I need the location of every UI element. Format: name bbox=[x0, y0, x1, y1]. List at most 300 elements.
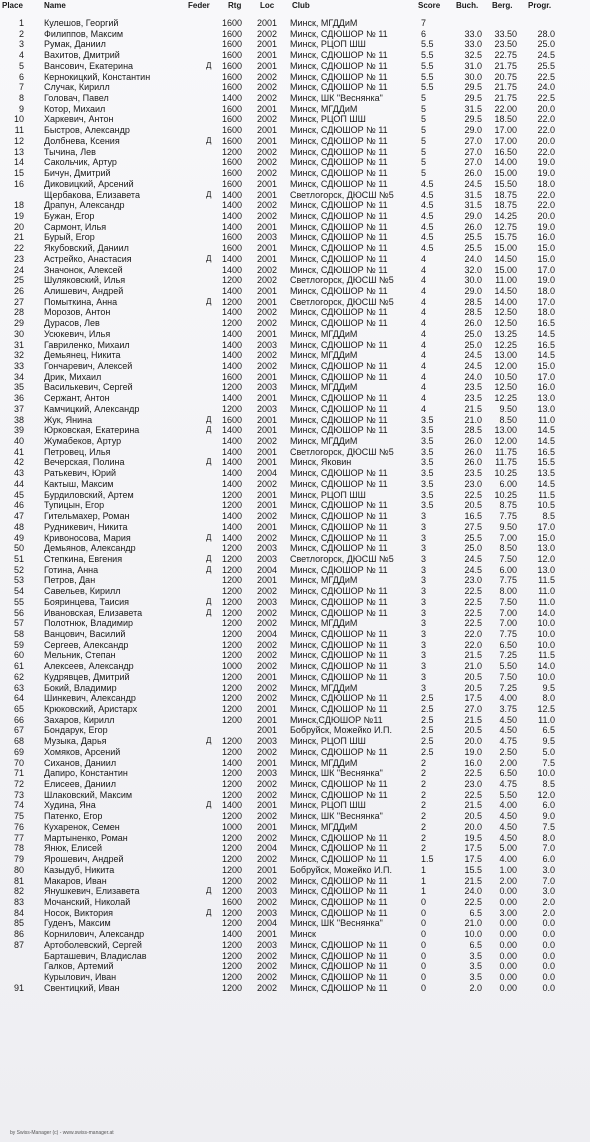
cell-name: Хомяков, Арсений bbox=[44, 746, 121, 757]
cell-berg: 4.00 bbox=[499, 693, 517, 704]
cell-rtg: 1200 bbox=[222, 575, 243, 586]
cell-club: Минск, СДЮШОР № 11 bbox=[290, 875, 388, 886]
cell-name: Савельев, Кирилл bbox=[44, 586, 121, 597]
cell-loc: 2001 bbox=[257, 285, 278, 296]
cell-club: Светлогорск, ДЮСШ №5 bbox=[290, 189, 394, 200]
cell-loc: 2001 bbox=[257, 103, 278, 114]
cell-name: Случак, Кирилл bbox=[44, 82, 110, 93]
cell-progr: 18.0 bbox=[537, 307, 555, 318]
cell-place: 68 bbox=[13, 736, 24, 747]
cell-berg: 14.00 bbox=[494, 296, 517, 307]
cell-loc: 2001 bbox=[257, 929, 278, 940]
cell-place: 39 bbox=[13, 425, 24, 436]
cell-name: Бокий, Владимир bbox=[44, 682, 117, 693]
table-row bbox=[0, 436, 590, 447]
cell-name: Помыткина, Анна bbox=[44, 296, 118, 307]
cell-buch: 25.0 bbox=[464, 328, 482, 339]
cell-name: Щербакова, Елизавета bbox=[44, 189, 140, 200]
cell-name: Полотнюк, Владимир bbox=[44, 618, 133, 629]
cell-score: 2.5 bbox=[421, 714, 434, 725]
cell-club: Минск, СДЮШОР № 11 bbox=[290, 746, 388, 757]
cell-berg: 20.75 bbox=[494, 71, 517, 82]
cell-berg: 6.50 bbox=[499, 639, 517, 650]
cell-name: Макаров, Иван bbox=[44, 875, 107, 886]
cell-place: 10 bbox=[13, 114, 24, 125]
cell-club: Минск, МГДДиМ bbox=[290, 575, 358, 586]
cell-rtg: 1200 bbox=[222, 704, 243, 714]
cell-berg: 33.50 bbox=[494, 28, 517, 39]
table-row bbox=[0, 972, 590, 983]
cell-place: 70 bbox=[13, 757, 24, 768]
cell-place: 66 bbox=[13, 714, 24, 725]
cell-place: 33 bbox=[13, 361, 24, 371]
cell-score: 2 bbox=[421, 800, 427, 811]
table-row bbox=[0, 908, 590, 919]
cell-rtg: 1400 bbox=[222, 221, 243, 232]
cell-rtg: 1400 bbox=[222, 361, 243, 371]
cell-berg: 0.00 bbox=[499, 939, 517, 950]
cell-rtg: 1400 bbox=[222, 532, 243, 543]
cell-loc: 2001 bbox=[257, 864, 278, 875]
cell-buch: 23.0 bbox=[464, 478, 482, 489]
cell-club: Минск, МГДДиМ bbox=[290, 103, 358, 114]
cell-place: 84 bbox=[13, 907, 24, 918]
cell-progr: 0.0 bbox=[542, 939, 555, 950]
table-row bbox=[0, 586, 590, 597]
cell-rtg: 1200 bbox=[222, 500, 243, 511]
cell-berg: 18.75 bbox=[494, 200, 517, 211]
cell-club: Минск, СДЮШОР № 11 bbox=[290, 468, 388, 479]
cell-club: Минск, СДЮШОР № 11 bbox=[290, 403, 388, 414]
cell-place: 45 bbox=[13, 489, 24, 500]
table-row bbox=[0, 683, 590, 694]
cell-place: 79 bbox=[13, 854, 24, 865]
cell-place: 44 bbox=[13, 478, 24, 489]
cell-club: Минск, МГДДиМ bbox=[290, 328, 358, 339]
cell-club: Минск, РЦОП ШШ bbox=[290, 800, 366, 811]
cell-buch: 23.0 bbox=[464, 575, 482, 586]
table-row bbox=[0, 672, 590, 683]
cell-rtg: 1400 bbox=[222, 210, 243, 221]
cell-berg: 10.25 bbox=[494, 489, 517, 500]
cell-name: Крюковский, Аристарх bbox=[44, 704, 138, 714]
cell-club: Минск, СДЮШОР № 11 bbox=[290, 210, 388, 221]
cell-name: Артоболевский, Сергей bbox=[44, 939, 142, 950]
cell-berg: 8.50 bbox=[499, 543, 517, 554]
cell-loc: 2001 bbox=[257, 671, 278, 682]
cell-loc: 2001 bbox=[257, 500, 278, 511]
cell-progr: 7.5 bbox=[542, 821, 555, 832]
cell-score: 3.5 bbox=[421, 446, 434, 457]
cell-name: Музыка, Дарья bbox=[44, 736, 107, 747]
cell-berg: 22.75 bbox=[494, 50, 517, 61]
cell-score: 3 bbox=[421, 521, 427, 532]
cell-club: Бобруйск, Можейко И.П. bbox=[290, 864, 392, 875]
cell-place: 20 bbox=[13, 221, 24, 232]
cell-score: 2.5 bbox=[421, 704, 434, 714]
cell-rtg: 1400 bbox=[222, 436, 243, 447]
cell-club: Минск, МГДДиМ bbox=[290, 757, 358, 768]
cell-buch: 21.0 bbox=[464, 918, 482, 929]
table-row bbox=[0, 629, 590, 640]
cell-progr: 11.0 bbox=[538, 596, 555, 607]
cell-buch: 33.0 bbox=[464, 28, 482, 39]
cell-score: 5.5 bbox=[421, 82, 434, 93]
cell-progr: 18.0 bbox=[537, 285, 555, 296]
cell-buch: 33.0 bbox=[464, 39, 482, 50]
cell-buch: 22.0 bbox=[464, 639, 482, 650]
cell-loc: 2002 bbox=[257, 779, 278, 790]
cell-berg: 2.50 bbox=[499, 746, 517, 757]
cell-place: 3 bbox=[18, 39, 24, 50]
cell-buch: 27.0 bbox=[464, 146, 482, 157]
cell-score: 4 bbox=[421, 339, 427, 350]
cell-loc: 2002 bbox=[257, 982, 278, 993]
cell-rtg: 1600 bbox=[222, 71, 243, 82]
table-row bbox=[0, 886, 590, 897]
cell-loc: 2001 bbox=[257, 189, 278, 200]
cell-name: Рудникевич, Никита bbox=[44, 521, 128, 532]
cell-buch: 31.5 bbox=[464, 200, 482, 211]
cell-progr: 28.0 bbox=[537, 28, 555, 39]
cell-berg: 15.75 bbox=[494, 232, 517, 243]
cell-berg: 17.00 bbox=[494, 125, 517, 136]
cell-club: Минск, СДЮШОР № 11 bbox=[290, 907, 388, 918]
cell-rtg: 1600 bbox=[222, 28, 243, 39]
cell-name: Котор, Михаил bbox=[44, 103, 106, 114]
cell-place: 6 bbox=[18, 71, 24, 82]
table-row bbox=[0, 329, 590, 340]
cell-score: 4.5 bbox=[421, 210, 434, 221]
cell-progr: 13.0 bbox=[537, 403, 555, 414]
cell-rtg: 1200 bbox=[222, 693, 243, 704]
cell-score: 4 bbox=[421, 253, 427, 264]
cell-club: Минск, СДЮШОР № 11 bbox=[290, 607, 388, 618]
cell-club: Светлогорск, ДЮСШ №5 bbox=[290, 446, 394, 457]
cell-score: 3 bbox=[421, 553, 427, 564]
cell-berg: 4.75 bbox=[499, 779, 517, 790]
header-loc: Loc bbox=[260, 1, 275, 10]
cell-score: 5 bbox=[421, 93, 427, 104]
cell-loc: 2001 bbox=[257, 39, 278, 50]
table-row bbox=[0, 404, 590, 415]
cell-club: Минск, СДЮШОР № 11 bbox=[290, 478, 388, 489]
cell-berg: 21.75 bbox=[494, 82, 517, 93]
table-row bbox=[0, 447, 590, 458]
cell-berg: 11.00 bbox=[495, 275, 517, 286]
table-row bbox=[0, 254, 590, 265]
cell-club: Минск, ШК "Веснянка" bbox=[290, 93, 383, 104]
cell-loc: 2001 bbox=[257, 575, 278, 586]
table-row bbox=[0, 222, 590, 233]
cell-loc: 2002 bbox=[257, 532, 278, 543]
cell-loc: 2002 bbox=[257, 832, 278, 843]
cell-buch: 23.5 bbox=[464, 468, 482, 479]
cell-name: Ярошевич, Андрей bbox=[44, 854, 124, 865]
cell-loc: 2002 bbox=[257, 875, 278, 886]
cell-name: Сакольчик, Артур bbox=[44, 157, 117, 168]
table-row bbox=[0, 136, 590, 147]
cell-place: 81 bbox=[13, 875, 24, 886]
cell-club: Минск, СДЮШОР № 11 bbox=[290, 832, 388, 843]
table-row bbox=[0, 543, 590, 554]
cell-rtg: 1600 bbox=[222, 168, 243, 179]
cell-name: Шлаковский, Максим bbox=[44, 789, 133, 800]
cell-berg: 8.50 bbox=[499, 414, 517, 425]
cell-name: Сиханов, Даниил bbox=[44, 757, 117, 768]
table-row bbox=[0, 918, 590, 929]
table-row bbox=[0, 265, 590, 276]
cell-progr: 14.0 bbox=[537, 607, 555, 618]
cell-score: 4 bbox=[421, 285, 427, 296]
header-feder: Feder bbox=[188, 1, 210, 10]
cell-place: 16 bbox=[13, 178, 24, 189]
cell-score: 1 bbox=[421, 886, 427, 897]
cell-berg: 8.00 bbox=[499, 586, 517, 597]
cell-score: 5 bbox=[421, 146, 427, 157]
cell-berg: 12.25 bbox=[494, 393, 517, 404]
cell-club: Минск, ШК "Веснянка" bbox=[290, 918, 383, 929]
cell-name: Шинкевич, Александр bbox=[44, 693, 136, 704]
cell-name: Сержант, Антон bbox=[44, 393, 110, 404]
table-row bbox=[0, 833, 590, 844]
cell-buch: 29.0 bbox=[464, 285, 482, 296]
cell-buch: 15.5 bbox=[464, 864, 482, 875]
cell-berg: 15.50 bbox=[494, 178, 517, 189]
cell-rtg: 1200 bbox=[222, 939, 243, 950]
cell-place: 47 bbox=[13, 511, 24, 522]
cell-berg: 21.75 bbox=[494, 93, 517, 104]
table-row bbox=[0, 29, 590, 40]
table-row bbox=[0, 608, 590, 619]
cell-berg: 0.00 bbox=[499, 971, 517, 982]
cell-buch: 26.0 bbox=[464, 221, 482, 232]
cell-place: 58 bbox=[13, 628, 24, 639]
cell-rtg: 1200 bbox=[222, 671, 243, 682]
cell-score: 6 bbox=[421, 28, 427, 39]
cell-progr: 10.0 bbox=[537, 671, 555, 682]
cell-club: Минск, РЦОП ШШ bbox=[290, 114, 366, 125]
cell-progr: 17.0 bbox=[537, 296, 555, 307]
table-row bbox=[0, 811, 590, 822]
cell-loc: 2001 bbox=[257, 296, 278, 307]
table-row bbox=[0, 372, 590, 383]
cell-score: 2 bbox=[421, 768, 427, 779]
cell-name: Гончаревич, Алексей bbox=[44, 361, 133, 371]
cell-name: Гительмахер, Роман bbox=[44, 511, 130, 522]
cell-name: Жук, Янина bbox=[44, 414, 93, 425]
table-row bbox=[0, 940, 590, 951]
cell-club: Минск bbox=[290, 929, 316, 940]
cell-feder: Д bbox=[206, 253, 212, 263]
cell-berg: 0.00 bbox=[499, 961, 517, 972]
cell-place: 64 bbox=[13, 693, 24, 704]
cell-name: Сармонт, Илья bbox=[44, 221, 107, 232]
cell-progr: 3.0 bbox=[542, 886, 555, 897]
cell-progr: 22.0 bbox=[537, 189, 555, 200]
cell-rtg: 1600 bbox=[222, 135, 243, 146]
cell-name: Барташевич, Владислав bbox=[44, 950, 147, 961]
cell-progr: 16.5 bbox=[537, 318, 555, 329]
cell-place: 38 bbox=[13, 414, 24, 425]
cell-club: Светлогорск, ДЮСШ №5 bbox=[290, 275, 394, 286]
cell-progr: 14.5 bbox=[537, 478, 555, 489]
cell-rtg: 1200 bbox=[222, 789, 243, 800]
cell-loc: 2003 bbox=[257, 596, 278, 607]
cell-buch: 26.0 bbox=[464, 168, 482, 179]
cell-loc: 2002 bbox=[257, 618, 278, 629]
cell-score: 5 bbox=[421, 157, 427, 168]
cell-loc: 2002 bbox=[257, 511, 278, 522]
cell-score: 5 bbox=[421, 125, 427, 136]
cell-name: Харкевич, Антон bbox=[44, 114, 114, 125]
cell-berg: 21.75 bbox=[494, 60, 517, 71]
cell-name: Петровец, Илья bbox=[44, 446, 111, 457]
cell-progr: 0.0 bbox=[542, 971, 555, 982]
cell-club: Минск, СДЮШОР № 11 bbox=[290, 586, 388, 597]
cell-name: Вечерская, Полина bbox=[44, 457, 125, 468]
table-row bbox=[0, 82, 590, 93]
cell-score: 3 bbox=[421, 639, 427, 650]
cell-buch: 22.5 bbox=[464, 789, 482, 800]
cell-buch: 21.5 bbox=[464, 875, 482, 886]
cell-rtg: 1200 bbox=[222, 918, 243, 929]
cell-buch: 21.5 bbox=[464, 403, 482, 414]
cell-name: Корнилович, Александр bbox=[44, 929, 145, 940]
cell-club: Минск, СДЮШОР № 11 bbox=[290, 178, 388, 189]
cell-club: Минск, РЦОП ШШ bbox=[290, 736, 366, 747]
cell-score: 2 bbox=[421, 757, 427, 768]
cell-buch: 28.5 bbox=[464, 296, 482, 307]
cell-buch: 3.5 bbox=[469, 961, 482, 972]
cell-club: Минск, СДЮШОР № 11 bbox=[290, 961, 388, 972]
cell-berg: 13.00 bbox=[494, 350, 517, 361]
cell-berg: 3.00 bbox=[499, 907, 517, 918]
cell-club: Минск, СДЮШОР № 11 bbox=[290, 950, 388, 961]
cell-berg: 11.75 bbox=[495, 446, 517, 457]
cell-score: 3 bbox=[421, 543, 427, 554]
cell-buch: 20.0 bbox=[464, 736, 482, 747]
cell-score: 3 bbox=[421, 564, 427, 575]
cell-progr: 8.0 bbox=[542, 693, 555, 704]
table-row bbox=[0, 61, 590, 72]
cell-club: Минск, СДЮШОР № 11 bbox=[290, 532, 388, 543]
cell-loc: 2001 bbox=[257, 725, 278, 736]
table-row bbox=[0, 650, 590, 661]
cell-buch: 17.5 bbox=[464, 693, 482, 704]
table-row bbox=[0, 307, 590, 318]
cell-score: 4 bbox=[421, 382, 427, 393]
cell-score: 4 bbox=[421, 361, 427, 371]
cell-berg: 7.25 bbox=[499, 682, 517, 693]
cell-club: Минск, МГДДиМ bbox=[290, 382, 358, 393]
cell-loc: 2001 bbox=[257, 328, 278, 339]
cell-rtg: 1200 bbox=[222, 318, 243, 329]
cell-club: Минск, СДЮШОР № 11 bbox=[290, 200, 388, 211]
cell-berg: 16.50 bbox=[494, 146, 517, 157]
cell-name: Демьянов, Александр bbox=[44, 543, 136, 554]
cell-progr: 24.5 bbox=[537, 50, 555, 61]
cell-progr: 13.0 bbox=[537, 564, 555, 575]
cell-berg: 0.00 bbox=[499, 886, 517, 897]
cell-score: 3 bbox=[421, 596, 427, 607]
cell-progr: 11.5 bbox=[538, 489, 555, 500]
table-row bbox=[0, 854, 590, 865]
cell-buch: 25.0 bbox=[464, 543, 482, 554]
cell-club: Минск, СДЮШОР № 11 bbox=[290, 221, 388, 232]
cell-buch: 3.5 bbox=[469, 971, 482, 982]
cell-loc: 2001 bbox=[257, 253, 278, 264]
cell-name: Бужан, Егор bbox=[44, 210, 95, 221]
cell-place: 14 bbox=[13, 157, 24, 168]
cell-berg: 11.75 bbox=[495, 457, 517, 468]
cell-name: Дрик, Михаил bbox=[44, 371, 102, 382]
cell-rtg: 1400 bbox=[222, 478, 243, 489]
cell-score: 5 bbox=[421, 135, 427, 146]
cell-name: Кулешов, Георгий bbox=[44, 18, 119, 28]
table-row bbox=[0, 147, 590, 158]
cell-club: Минск, СДЮШОР № 11 bbox=[290, 543, 388, 554]
cell-feder: Д bbox=[206, 425, 212, 435]
cell-progr: 11.0 bbox=[538, 414, 555, 425]
cell-berg: 4.75 bbox=[499, 736, 517, 747]
cell-loc: 2002 bbox=[257, 318, 278, 329]
cell-name: Быстров, Александр bbox=[44, 125, 130, 136]
header-name: Name bbox=[44, 1, 66, 10]
cell-name: Алишевич, Андрей bbox=[44, 285, 124, 296]
cell-rtg: 1200 bbox=[222, 779, 243, 790]
cell-loc: 2001 bbox=[257, 414, 278, 425]
cell-loc: 2003 bbox=[257, 768, 278, 779]
cell-feder: Д bbox=[206, 607, 212, 617]
cell-feder: Д bbox=[206, 553, 212, 563]
cell-name: Бичун, Дмитрий bbox=[44, 168, 111, 179]
cell-place: 75 bbox=[13, 811, 24, 822]
cell-loc: 2002 bbox=[257, 146, 278, 157]
cell-club: Минск, СДЮШОР № 11 bbox=[290, 521, 388, 532]
cell-name: Патенко, Егор bbox=[44, 811, 103, 822]
cell-progr: 19.0 bbox=[537, 168, 555, 179]
cell-progr: 10.5 bbox=[537, 500, 555, 511]
cell-berg: 2.00 bbox=[499, 875, 517, 886]
cell-buch: 25.5 bbox=[464, 243, 482, 254]
cell-rtg: 1400 bbox=[222, 800, 243, 811]
cell-name: Тычина, Лев bbox=[44, 146, 96, 157]
cell-score: 2 bbox=[421, 821, 427, 832]
cell-place: 82 bbox=[13, 886, 24, 897]
table-row bbox=[0, 779, 590, 790]
cell-place: 25 bbox=[13, 275, 24, 286]
cell-buch: 26.0 bbox=[464, 446, 482, 457]
cell-loc: 2001 bbox=[257, 425, 278, 436]
cell-place: 27 bbox=[13, 296, 24, 307]
cell-progr: 16.0 bbox=[537, 232, 555, 243]
cell-loc: 2001 bbox=[257, 757, 278, 768]
cell-club: Минск, СДЮШОР № 11 bbox=[290, 264, 388, 275]
cell-score: 3.5 bbox=[421, 478, 434, 489]
cell-club: Минск, ШК "Веснянка" bbox=[290, 768, 383, 779]
cell-loc: 2001 bbox=[257, 371, 278, 382]
cell-rtg: 1600 bbox=[222, 125, 243, 136]
cell-berg: 18.50 bbox=[494, 114, 517, 125]
cell-buch: 20.5 bbox=[464, 671, 482, 682]
cell-rtg: 1400 bbox=[222, 200, 243, 211]
cell-name: Галков, Артемий bbox=[44, 961, 114, 972]
cell-place: 1 bbox=[18, 18, 24, 28]
cell-progr: 0.0 bbox=[542, 961, 555, 972]
cell-club: Минск, СДЮШОР № 11 bbox=[290, 693, 388, 704]
cell-loc: 2002 bbox=[257, 607, 278, 618]
